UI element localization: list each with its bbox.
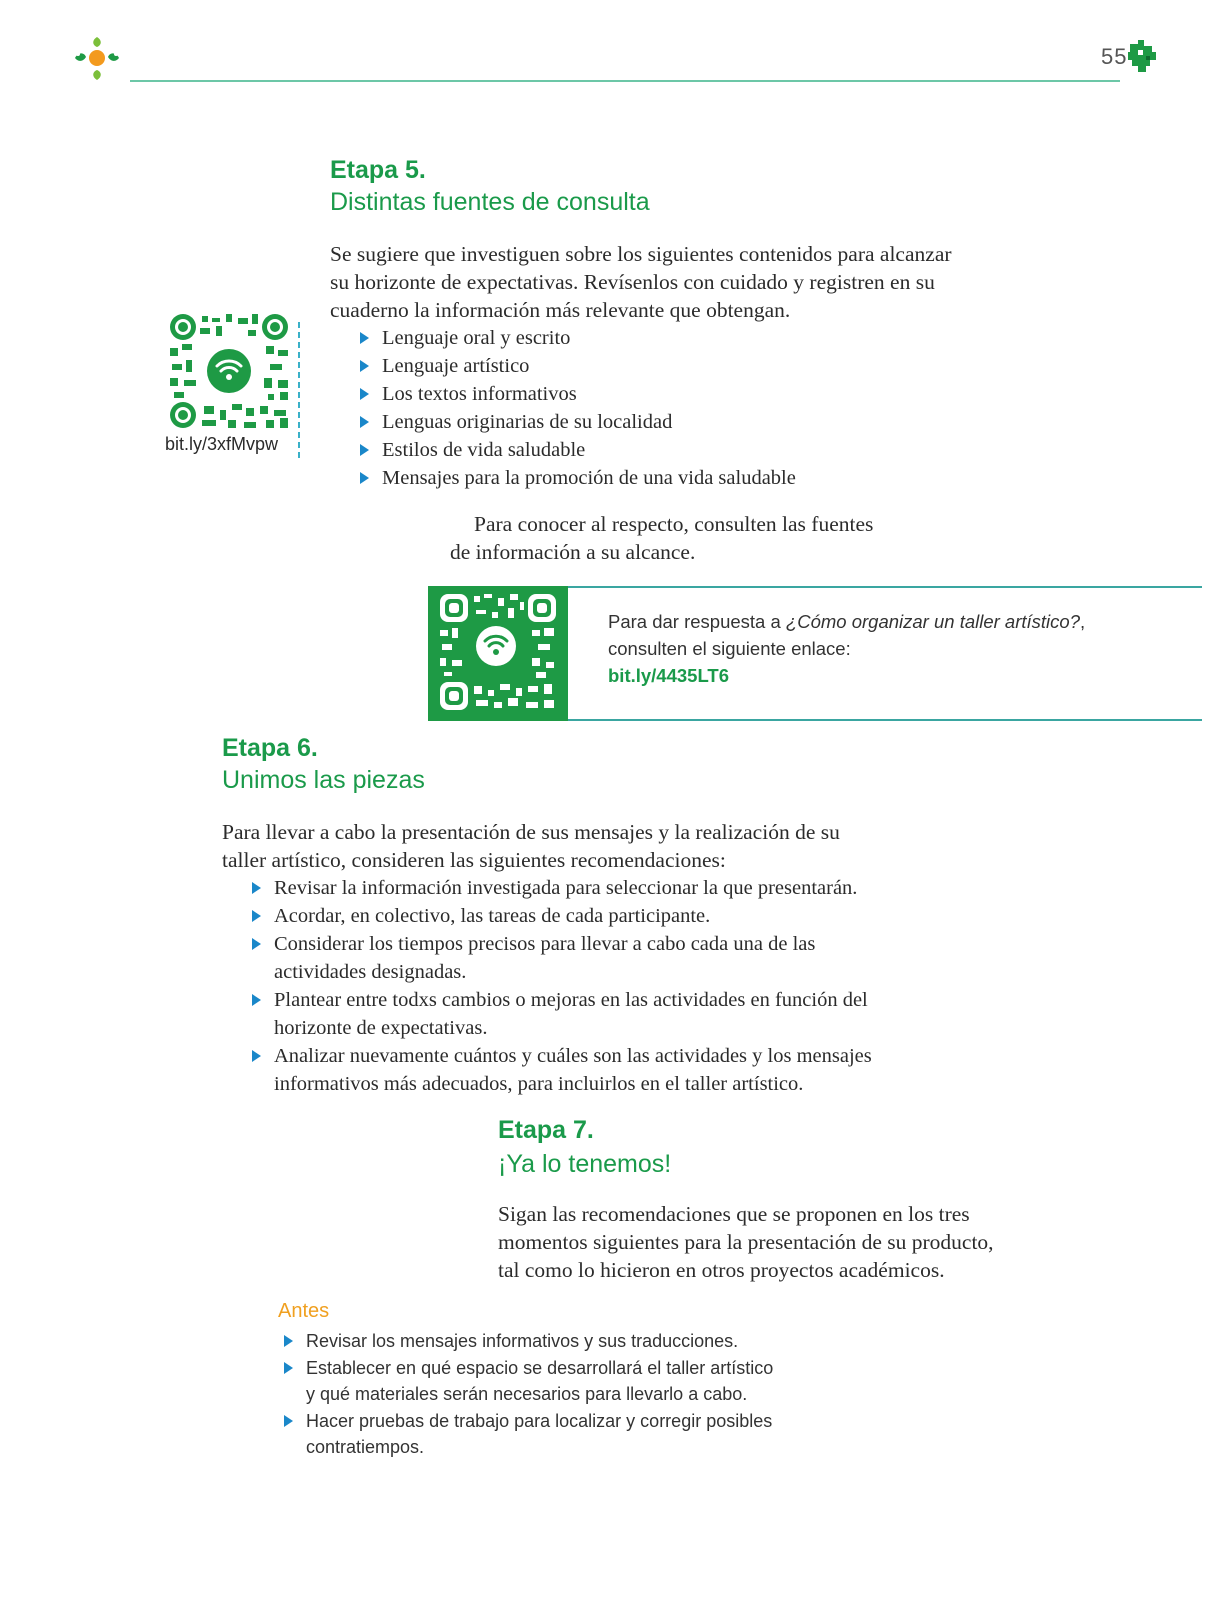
etapa5-list [382,324,1022,492]
etapa5-closing-line: de información a su alcance. [450,540,696,564]
etapa5-closing-line: Para conocer al respecto, consulten las fuentes [474,512,874,536]
qr-divider [298,322,300,458]
bullet-icon [284,1335,293,1347]
etapa6-title: Unimos las piezas [222,766,425,794]
list-item [274,1042,924,1098]
link-box-text [608,608,1168,689]
antes-list [306,1328,806,1461]
bullet-icon [360,360,369,372]
etapa7-intro-line: momentos siguientes para la presentación de su producto, [498,1230,994,1254]
qr-code-panel[interactable] [428,586,568,721]
etapa6-number: Etapa 6. [222,734,318,762]
bullet-icon [284,1415,293,1427]
etapa7-title: ¡Ya lo tenemos! [498,1150,672,1178]
etapa7-intro [498,1200,1098,1284]
page-number: 55 [1101,44,1128,69]
etapa7-intro-line: Sigan las recomendaciones que se proponen en los tres [498,1202,970,1226]
list-item [382,380,1022,408]
etapa6-list [274,874,924,1098]
list-item-text: Lenguaje oral y escrito [382,327,571,349]
qr-code-icon[interactable] [170,314,290,430]
list-item [274,930,924,986]
etapa7-number: Etapa 7. [498,1116,594,1144]
antes-label: Antes [278,1300,330,1322]
list-item [274,986,924,1042]
list-item [382,464,1022,492]
list-item [382,352,1022,380]
bullet-icon [252,882,261,894]
list-item-text: informativos más adecuados, para incluirlos en el taller artístico. [274,1073,804,1095]
list-item-text: Plantear entre todxs cambios o mejoras en las actividades en función del [274,989,868,1011]
link-box-text-before: Para dar respuesta a [608,611,786,632]
list-item [382,408,1022,436]
list-item-text: Lenguas originarias de su localidad [382,411,673,433]
list-item-text: Establecer en qué espacio se desarrollará el taller artístico [306,1357,774,1378]
etapa6-intro-line: taller artístico, consideren las siguientes recomendaciones: [222,848,726,872]
link-box-rule [568,719,1202,721]
bullet-icon [360,332,369,344]
bullet-icon [360,388,369,400]
list-item-text: horizonte de expectativas. [274,1017,488,1039]
list-item [306,1355,806,1408]
flower-logo-icon [72,34,122,84]
list-item [274,902,924,930]
bullet-icon [360,416,369,428]
list-item [382,324,1022,352]
list-item-text: Estilos de vida saludable [382,439,586,461]
list-item-text: Mensajes para la promoción de una vida saludable [382,467,796,489]
glyph-icon [1126,38,1158,74]
list-item [274,874,924,902]
list-item [306,1408,806,1461]
etapa5-intro-line: cuaderno la información más relevante que obtengan. [330,298,791,322]
link-box-text-after: , consulten el siguiente enlace: [608,611,1086,659]
list-item-text: Analizar nuevamente cuántos y cuáles son las actividades y los mensajes [274,1045,872,1067]
bullet-icon [284,1362,293,1374]
etapa7-intro-line: tal como lo hicieron en otros proyectos académicos. [498,1258,945,1282]
list-item-text: contratiempos. [306,1437,425,1457]
etapa5-intro-line: su horizonte de expectativas. Revísenlos con cuidado y registren en su [330,270,935,294]
header-rule [130,80,1120,82]
list-item-text: Acordar, en colectivo, las tareas de cada participante. [274,905,711,927]
list-item [306,1328,806,1355]
etapa5-intro-line: Se sugiere que investiguen sobre los siguientes contenidos para alcanzar [330,242,952,266]
etapa6-intro [222,818,922,874]
etapa6-intro-line: Para llevar a cabo la presentación de sus mensajes y la realización de su [222,820,840,844]
etapa5-number: Etapa 5. [330,156,426,184]
bullet-icon [252,994,261,1006]
bullet-icon [252,910,261,922]
etapa5-closing [450,510,970,566]
etapa5-intro [330,240,1030,324]
list-item-text: Revisar la información investigada para seleccionar la que presentarán. [274,877,858,899]
bullet-icon [360,444,369,456]
link-box-text-italic: ¿Cómo organizar un taller artístico? [785,611,1080,632]
list-item-text: Los textos informativos [382,383,577,405]
link-box [428,586,1202,721]
list-item-text: Lenguaje artístico [382,355,530,377]
link-box-rule [568,586,1202,588]
bullet-icon [360,472,369,484]
etapa5-title: Distintas fuentes de consulta [330,188,650,216]
list-item-text: Hacer pruebas de trabajo para localizar y corregir posibles [306,1410,773,1431]
list-item [382,436,1022,464]
qr-caption-link[interactable]: bit.ly/3xfMvpw [165,434,279,454]
list-item-text: y qué materiales serán necesarios para llevarlo a cabo. [306,1384,748,1404]
list-item-text: Considerar los tiempos precisos para llevar a cabo cada una de las [274,933,816,955]
bullet-icon [252,938,261,950]
link-box-url[interactable]: bit.ly/4435LT6 [608,665,729,686]
bullet-icon [252,1050,261,1062]
list-item-text: actividades designadas. [274,961,467,983]
list-item-text: Revisar los mensajes informativos y sus traducciones. [306,1331,739,1351]
